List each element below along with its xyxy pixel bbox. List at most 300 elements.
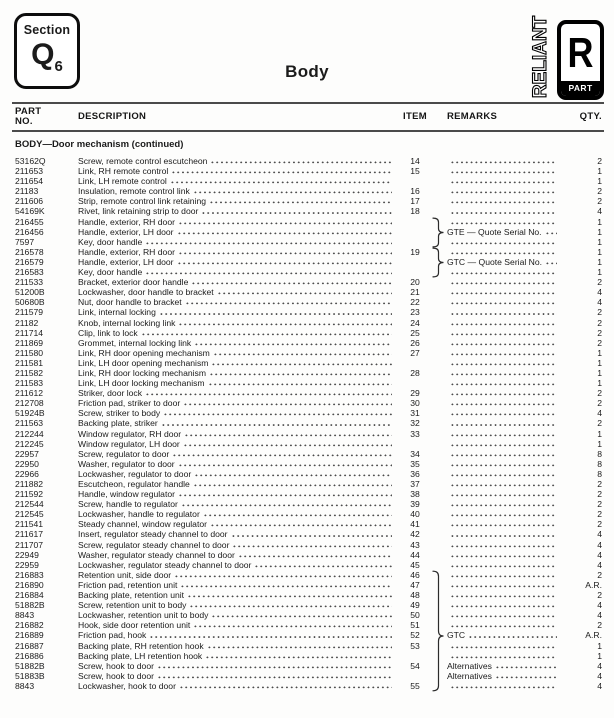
- remarks: Alternatives: [447, 660, 492, 671]
- item-number: 37: [410, 479, 420, 489]
- part-number: 216883: [15, 569, 44, 580]
- quantity: 2: [597, 418, 602, 429]
- part-number: 216889: [15, 630, 44, 641]
- quantity: 2: [597, 398, 602, 409]
- dot-leader: [210, 519, 392, 529]
- item-number: 14: [410, 156, 420, 166]
- table-row: [15, 318, 604, 328]
- parts-table-body: [15, 156, 604, 696]
- quantity: 8: [597, 468, 602, 479]
- description: Lockwasher, retention unit to body: [78, 610, 209, 621]
- description-cell: [78, 449, 392, 459]
- description: Lockwasher, door handle to bracket: [78, 287, 214, 298]
- description-cell: [78, 459, 392, 469]
- part-number: 54169K: [15, 206, 45, 217]
- remarks-cell: [447, 439, 557, 449]
- item-number: [392, 651, 438, 661]
- description: Handle, exterior, LH door: [78, 226, 174, 237]
- column-header-item: ITEM: [403, 111, 427, 122]
- table-row: [15, 620, 604, 630]
- part-number: 216882: [15, 620, 44, 631]
- dot-leader: [145, 267, 392, 277]
- description-cell: [78, 681, 392, 691]
- dot-leader: [179, 681, 392, 691]
- quantity: 1: [597, 428, 602, 439]
- dot-leader: [172, 449, 392, 459]
- part-number: 211612: [15, 388, 44, 399]
- quantity: 4: [597, 610, 602, 621]
- description: Link, RH door opening mechanism: [78, 347, 210, 358]
- part-number: 216886: [15, 650, 44, 661]
- description-cell: [78, 408, 392, 418]
- part-number: 211654: [15, 176, 44, 187]
- part-number: 216890: [15, 579, 44, 590]
- column-header-part-1: PART: [15, 106, 42, 117]
- remarks-cell: [447, 287, 557, 297]
- description-cell: [78, 479, 392, 489]
- quantity: 2: [597, 186, 602, 197]
- part-number: 22949: [15, 549, 39, 560]
- remarks-cell: [447, 297, 557, 307]
- item-number: 19: [410, 246, 420, 257]
- description: Window regulator, LH door: [78, 438, 180, 449]
- item-number: 55: [410, 680, 420, 691]
- quantity: 1: [597, 166, 602, 177]
- remarks-dot-leader: [450, 429, 557, 439]
- dot-leader: [145, 237, 392, 247]
- remarks-cell: [447, 418, 557, 428]
- description: Friction pad, retention unit: [78, 579, 178, 590]
- remarks: GTE — Quote Serial No.: [447, 226, 542, 237]
- part-number: 216579: [15, 256, 44, 267]
- remarks-cell: [447, 378, 557, 388]
- dot-leader: [177, 257, 392, 267]
- item-number: 16: [410, 186, 420, 197]
- part-number: 7597: [15, 236, 35, 247]
- rule-header-bottom: [12, 130, 604, 132]
- remarks-dot-leader: [545, 227, 557, 237]
- item-number: [392, 227, 438, 237]
- table-row: [15, 398, 604, 408]
- part-number: 21183: [15, 186, 39, 197]
- description: Lockwasher, regulator steady channel to door: [78, 559, 252, 570]
- remarks-cell: [447, 469, 557, 479]
- remarks-dot-leader: [450, 378, 557, 388]
- remarks-dot-leader: [450, 267, 557, 277]
- table-row: [15, 237, 604, 247]
- description: Clip, link to lock: [78, 327, 138, 338]
- table-row: [15, 570, 604, 580]
- remarks-dot-leader: [450, 237, 557, 247]
- remarks-cell: [447, 247, 557, 257]
- table-row: [15, 469, 604, 479]
- remarks-dot-leader: [450, 590, 557, 600]
- remarks-dot-leader: [450, 519, 557, 529]
- quantity: 4: [597, 600, 602, 611]
- item-number: 44: [410, 549, 420, 560]
- item-number: 30: [410, 398, 420, 409]
- description-cell: [78, 641, 392, 651]
- item-number: 50: [410, 610, 420, 621]
- dot-leader: [170, 176, 392, 186]
- item-number: 47: [410, 579, 420, 590]
- dot-leader: [180, 580, 392, 590]
- part-number: 211882: [15, 479, 44, 489]
- dot-leader: [145, 388, 392, 398]
- table-row: [15, 156, 604, 166]
- dot-leader: [185, 297, 392, 307]
- remarks-cell: [447, 408, 557, 418]
- part-number: 212245: [15, 438, 44, 449]
- table-row: [15, 479, 604, 489]
- table-row: [15, 338, 604, 348]
- part-number: 22950: [15, 458, 39, 469]
- table-row: [15, 348, 604, 358]
- remarks: GTC: [447, 630, 466, 641]
- item-number: 40: [410, 509, 420, 520]
- description: Screw, hook to door: [78, 660, 154, 671]
- table-row: [15, 550, 604, 560]
- description-cell: [78, 196, 392, 206]
- dot-leader: [159, 307, 392, 317]
- dot-leader: [178, 247, 392, 257]
- remarks-dot-leader: [450, 338, 557, 348]
- part-number: 211592: [15, 489, 44, 500]
- remarks-dot-leader: [450, 681, 557, 691]
- table-row: [15, 610, 604, 620]
- description-cell: [78, 630, 392, 640]
- part-number: 22959: [15, 559, 39, 570]
- remarks: GTC — Quote Serial No.: [447, 256, 543, 267]
- table-section-title: BODY—Door mechanism (continued): [15, 139, 184, 150]
- dot-leader: [178, 318, 392, 328]
- remarks-dot-leader: [450, 176, 557, 186]
- table-row: [15, 671, 604, 681]
- column-header-qty: QTY.: [579, 111, 602, 122]
- part-number: 50680B: [15, 297, 45, 308]
- remarks-cell: [447, 348, 557, 358]
- remarks-cell: [447, 681, 557, 691]
- dot-leader: [231, 529, 392, 539]
- table-row: [15, 176, 604, 186]
- table-row: [15, 257, 604, 267]
- dot-leader: [211, 358, 392, 368]
- remarks-dot-leader: [545, 257, 557, 267]
- quantity: 2: [597, 519, 602, 530]
- remarks-dot-leader: [450, 318, 557, 328]
- remarks-dot-leader: [450, 277, 557, 287]
- part-number: 211582: [15, 367, 44, 378]
- r-part-word: PART: [561, 81, 600, 96]
- table-row: [15, 449, 604, 459]
- dot-leader: [163, 408, 392, 418]
- item-number: [392, 671, 438, 681]
- quantity: 1: [597, 367, 602, 378]
- part-number: 8843: [15, 610, 35, 621]
- remarks-cell: [447, 257, 557, 267]
- dot-leader: [184, 429, 392, 439]
- remarks-cell: [447, 156, 557, 166]
- item-number: 51: [410, 620, 420, 631]
- dot-leader: [187, 590, 392, 600]
- description-cell: [78, 166, 392, 176]
- table-row: [15, 509, 604, 519]
- part-number: 216884: [15, 590, 44, 601]
- item-number: 17: [410, 196, 420, 207]
- table-row: [15, 227, 604, 237]
- part-number: 216455: [15, 216, 44, 227]
- remarks-dot-leader: [450, 166, 557, 176]
- item-number: 21: [410, 287, 420, 298]
- quantity: 4: [597, 670, 602, 681]
- remarks-cell: [447, 358, 557, 368]
- description: Steady channel, window regulator: [78, 519, 207, 530]
- remarks-cell: [447, 620, 557, 630]
- remarks-cell: [447, 328, 557, 338]
- part-number: 53162Q: [15, 156, 46, 166]
- quantity: 1: [597, 267, 602, 278]
- part-number: 51882B: [15, 660, 45, 671]
- description: Handle, window regulator: [78, 489, 175, 500]
- dot-leader: [205, 651, 392, 661]
- remarks-cell: [447, 560, 557, 570]
- quantity: 2: [597, 317, 602, 328]
- dot-leader: [189, 600, 392, 610]
- item-number: [392, 217, 438, 227]
- dot-leader: [157, 671, 392, 681]
- description-cell: [78, 550, 392, 560]
- item-number: 38: [410, 489, 420, 500]
- remarks-cell: [447, 610, 557, 620]
- description: Handle, exterior, LH door: [78, 256, 174, 267]
- dot-leader: [171, 166, 392, 176]
- description-cell: [78, 186, 392, 196]
- quantity: 1: [597, 347, 602, 358]
- remarks-cell: [447, 186, 557, 196]
- remarks-dot-leader: [450, 459, 557, 469]
- quantity: 4: [597, 297, 602, 308]
- dot-leader: [193, 620, 392, 630]
- table-row: [15, 328, 604, 338]
- quantity: A.R.: [585, 579, 602, 590]
- quantity: 4: [597, 529, 602, 540]
- part-number: 211583: [15, 378, 44, 389]
- remarks-cell: [447, 176, 557, 186]
- table-row: [15, 297, 604, 307]
- quantity: 2: [597, 479, 602, 489]
- remarks-dot-leader: [450, 479, 557, 489]
- description-cell: [78, 661, 392, 671]
- item-number: 31: [410, 408, 420, 419]
- dot-leader: [161, 418, 392, 428]
- part-number: 211606: [15, 196, 44, 207]
- part-number: 211653: [15, 166, 44, 177]
- item-number: 53: [410, 640, 420, 651]
- quantity: 2: [597, 620, 602, 631]
- table-row: [15, 661, 604, 671]
- dot-leader: [193, 479, 392, 489]
- description: Lockwasher, handle to regulator: [78, 509, 200, 520]
- dot-leader: [157, 661, 392, 671]
- description: Nut, door handle to bracket: [78, 297, 182, 308]
- description: Retention unit, side door: [78, 569, 172, 580]
- page-title: Body: [285, 62, 329, 81]
- part-number: 211541: [15, 519, 44, 530]
- dot-leader: [213, 348, 392, 358]
- item-number: [392, 378, 438, 388]
- table-row: [15, 439, 604, 449]
- description-cell: [78, 338, 392, 348]
- quantity: 2: [597, 590, 602, 601]
- description-cell: [78, 358, 392, 368]
- table-row: [15, 408, 604, 418]
- quantity: 8: [597, 448, 602, 459]
- quantity: 4: [597, 559, 602, 570]
- dot-leader: [193, 186, 392, 196]
- item-number: 32: [410, 418, 420, 429]
- item-number: 34: [410, 448, 420, 459]
- column-header-remarks: REMARKS: [447, 111, 498, 122]
- item-number: 15: [410, 166, 420, 177]
- description: Lockwasher, regulator to door: [78, 468, 192, 479]
- part-number: 211579: [15, 307, 44, 318]
- remarks-dot-leader: [450, 358, 557, 368]
- remarks-cell: [447, 479, 557, 489]
- description-cell: [78, 429, 392, 439]
- part-number: 211869: [15, 337, 44, 348]
- item-number: 25: [410, 327, 420, 338]
- remarks-dot-leader: [450, 499, 557, 509]
- remarks-cell: [447, 166, 557, 176]
- description: Link, LH door opening mechanism: [78, 357, 209, 368]
- description: Screw, remote control escutcheon: [78, 156, 208, 166]
- remarks-cell: [447, 196, 557, 206]
- quantity: 4: [597, 206, 602, 217]
- description: Knob, internal locking link: [78, 317, 176, 328]
- remarks-dot-leader: [450, 348, 557, 358]
- description-cell: [78, 540, 392, 550]
- part-number: 211707: [15, 539, 44, 550]
- description: Link, internal locking: [78, 307, 156, 318]
- description: Link, LH remote control: [78, 176, 167, 187]
- table-row: [15, 641, 604, 651]
- description: Link, RH remote control: [78, 166, 169, 177]
- remarks-dot-leader: [450, 651, 557, 661]
- remarks-dot-leader: [450, 449, 557, 459]
- remarks-dot-leader: [450, 307, 557, 317]
- table-row: [15, 540, 604, 550]
- remarks-dot-leader: [495, 671, 557, 681]
- item-number: [392, 237, 438, 247]
- description-cell: [78, 519, 392, 529]
- table-row: [15, 358, 604, 368]
- remarks-cell: [447, 529, 557, 539]
- quantity: 2: [597, 327, 602, 338]
- dot-leader: [183, 439, 392, 449]
- table-row: [15, 388, 604, 398]
- description-cell: [78, 287, 392, 297]
- table-row: [15, 247, 604, 257]
- part-number: 211617: [15, 529, 44, 540]
- remarks-dot-leader: [450, 368, 557, 378]
- description-cell: [78, 418, 392, 428]
- quantity: 1: [597, 640, 602, 651]
- remarks-cell: [447, 570, 557, 580]
- remarks-cell: [447, 590, 557, 600]
- table-row: [15, 378, 604, 388]
- remarks-dot-leader: [450, 469, 557, 479]
- section-badge-word: Section: [23, 23, 71, 37]
- description-cell: [78, 651, 392, 661]
- table-row: [15, 287, 604, 297]
- column-header-description: DESCRIPTION: [78, 111, 147, 122]
- description-cell: [78, 297, 392, 307]
- table-row: [15, 418, 604, 428]
- part-number: 22957: [15, 448, 39, 459]
- quantity: 2: [597, 499, 602, 510]
- remarks-dot-leader: [450, 439, 557, 449]
- remarks-cell: [447, 237, 557, 247]
- item-number: 45: [410, 559, 420, 570]
- quantity: 2: [597, 569, 602, 580]
- table-row: [15, 206, 604, 216]
- column-header-part-2: NO.: [15, 116, 33, 127]
- description-cell: [78, 489, 392, 499]
- remarks-cell: [447, 509, 557, 519]
- description: Backing plate, RH retention hook: [78, 640, 204, 651]
- dot-leader: [141, 328, 392, 338]
- remarks-cell: [447, 318, 557, 328]
- dot-leader: [211, 610, 392, 620]
- item-number: 54: [410, 660, 420, 671]
- remarks-cell: [447, 550, 557, 560]
- item-number: 18: [410, 206, 420, 217]
- remarks-cell: [447, 499, 557, 509]
- dot-leader: [208, 378, 392, 388]
- dot-leader: [183, 398, 392, 408]
- dot-leader: [209, 196, 392, 206]
- description-cell: [78, 671, 392, 681]
- remarks-dot-leader: [495, 661, 557, 671]
- quantity: 2: [597, 196, 602, 207]
- description: Lockwasher, hook to door: [78, 680, 176, 691]
- quantity: 1: [597, 438, 602, 449]
- dot-leader: [178, 217, 392, 227]
- dot-leader: [178, 459, 392, 469]
- description-cell: [78, 529, 392, 539]
- description: Friction pad, hook: [78, 630, 147, 641]
- remarks-dot-leader: [450, 610, 557, 620]
- remarks-dot-leader: [450, 196, 557, 206]
- description: Hook, side door retention unit: [78, 620, 191, 631]
- quantity: 1: [597, 176, 602, 187]
- remarks-dot-leader: [450, 156, 557, 166]
- part-number: 211714: [15, 327, 44, 338]
- description-cell: [78, 267, 392, 277]
- item-number: [392, 176, 438, 186]
- description: Link, RH door locking mechanism: [78, 367, 207, 378]
- part-number: 8843: [15, 680, 35, 691]
- description-cell: [78, 388, 392, 398]
- dot-leader: [232, 540, 392, 550]
- quantity: 4: [597, 549, 602, 560]
- remarks-cell: [447, 429, 557, 439]
- description-cell: [78, 570, 392, 580]
- description-cell: [78, 328, 392, 338]
- part-number: 216456: [15, 226, 44, 237]
- description-cell: [78, 257, 392, 267]
- item-number: 42: [410, 529, 420, 540]
